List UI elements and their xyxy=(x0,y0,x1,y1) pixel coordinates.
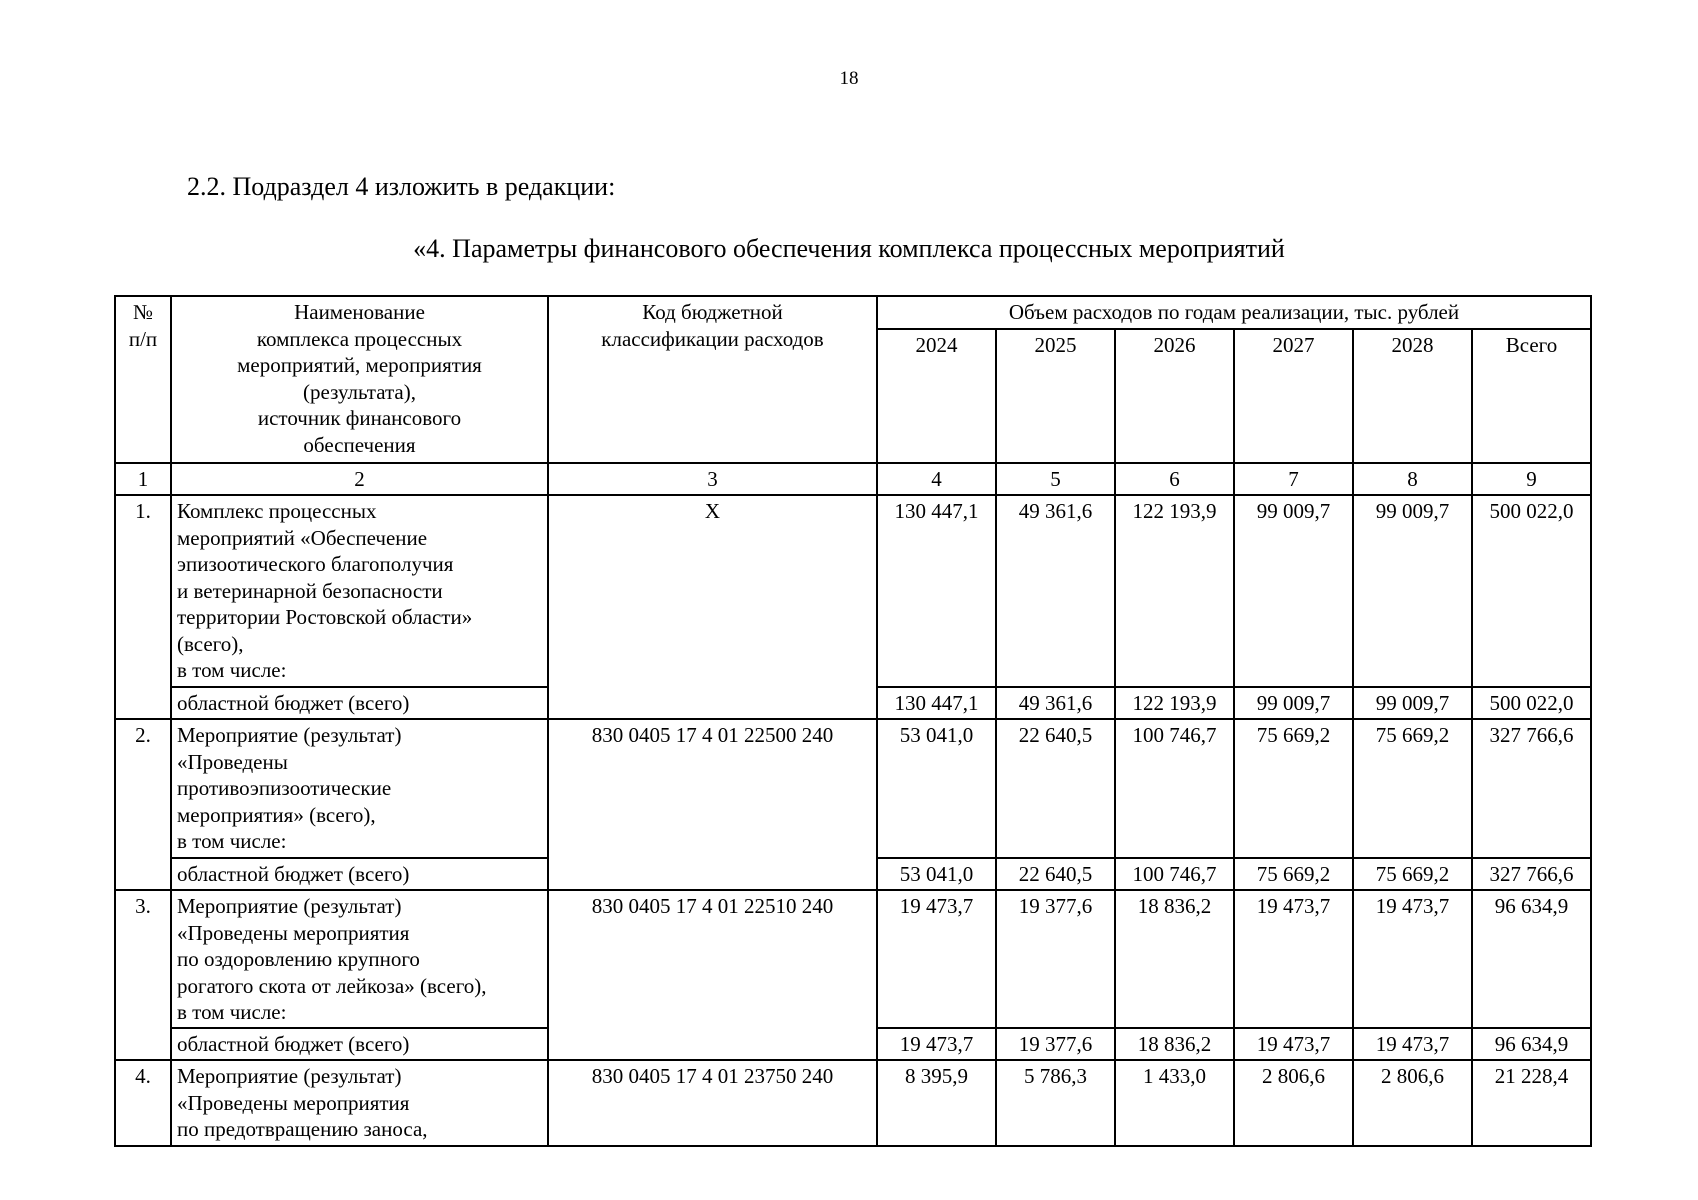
row-value: 2 806,6 xyxy=(1234,1060,1353,1146)
subrow-name: областной бюджет (всего) xyxy=(171,858,548,890)
row-name: Мероприятие (результат) «Проведены противоэпизоотические мероприятия» (всего), в том числе: xyxy=(171,719,548,858)
section-title: «4. Параметры финансового обеспечения комплекса процессных мероприятий xyxy=(413,234,1285,263)
subrow-value: 100 746,7 xyxy=(1115,858,1234,890)
subrow-value-total: 500 022,0 xyxy=(1472,687,1591,719)
row-value: 22 640,5 xyxy=(996,719,1115,858)
row-value: 18 836,2 xyxy=(1115,890,1234,1028)
row-value-total: 327 766,6 xyxy=(1472,719,1591,858)
subrow-value: 75 669,2 xyxy=(1234,858,1353,890)
row-value-total: 500 022,0 xyxy=(1472,495,1591,687)
row-value: 19 473,7 xyxy=(877,890,996,1028)
header-year: 2025 xyxy=(996,329,1115,463)
table-row xyxy=(115,890,1591,1028)
row-number: 3. xyxy=(115,890,171,1060)
row-value: 19 473,7 xyxy=(1234,890,1353,1028)
column-number: 3 xyxy=(548,463,877,495)
subrow-value: 99 009,7 xyxy=(1353,687,1472,719)
row-code: 830 0405 17 4 01 22510 240 xyxy=(548,890,877,1060)
subrow-name: областной бюджет (всего) xyxy=(171,1028,548,1060)
subrow-value: 130 447,1 xyxy=(877,687,996,719)
row-value: 5 786,3 xyxy=(996,1060,1115,1146)
subrow-value-total: 327 766,6 xyxy=(1472,858,1591,890)
header-year: 2027 xyxy=(1234,329,1353,463)
subrow-value: 53 041,0 xyxy=(877,858,996,890)
row-value-total: 21 228,4 xyxy=(1472,1060,1591,1146)
header-year-total: Всего xyxy=(1472,329,1591,463)
intro-text: 2.2. Подраздел 4 изложить в редакции: xyxy=(187,172,616,201)
financing-table xyxy=(114,295,1592,1147)
column-number-row xyxy=(115,463,1591,495)
row-name: Мероприятие (результат) «Проведены мероприятия по предотвращению заноса, xyxy=(171,1060,548,1146)
row-number: 2. xyxy=(115,719,171,890)
row-value: 75 669,2 xyxy=(1353,719,1472,858)
row-value: 122 193,9 xyxy=(1115,495,1234,687)
subrow-value: 49 361,6 xyxy=(996,687,1115,719)
column-number: 5 xyxy=(996,463,1115,495)
column-number: 7 xyxy=(1234,463,1353,495)
row-value: 19 377,6 xyxy=(996,890,1115,1028)
header-num: № п/п xyxy=(115,296,171,463)
column-number: 4 xyxy=(877,463,996,495)
row-value: 99 009,7 xyxy=(1353,495,1472,687)
row-value: 2 806,6 xyxy=(1353,1060,1472,1146)
subrow-value: 75 669,2 xyxy=(1353,858,1472,890)
table-row xyxy=(115,719,1591,858)
row-value: 130 447,1 xyxy=(877,495,996,687)
row-value: 1 433,0 xyxy=(1115,1060,1234,1146)
subrow-value: 99 009,7 xyxy=(1234,687,1353,719)
table-row xyxy=(115,495,1591,687)
row-name: Мероприятие (результат) «Проведены мероприятия по оздоровлению крупного рогатого скота от лейкоза» (всего), в том числе: xyxy=(171,890,548,1028)
row-value: 75 669,2 xyxy=(1234,719,1353,858)
row-value: 100 746,7 xyxy=(1115,719,1234,858)
column-number: 9 xyxy=(1472,463,1591,495)
header-code: Код бюджетной классификации расходов xyxy=(548,296,877,463)
header-row xyxy=(115,296,1591,329)
subrow-value: 22 640,5 xyxy=(996,858,1115,890)
row-code: 830 0405 17 4 01 23750 240 xyxy=(548,1060,877,1146)
row-name: Комплекс процессных мероприятий «Обеспечение эпизоотического благополучия и ветеринарной безопасности территории Ростовской области» (всего), в том числе: xyxy=(171,495,548,687)
subrow-value: 18 836,2 xyxy=(1115,1028,1234,1060)
row-number: 1. xyxy=(115,495,171,719)
subrow-value: 19 473,7 xyxy=(1234,1028,1353,1060)
row-value: 53 041,0 xyxy=(877,719,996,858)
page-number: 18 xyxy=(839,68,859,89)
row-code: Х xyxy=(548,495,877,719)
subrow-value-total: 96 634,9 xyxy=(1472,1028,1591,1060)
header-name: Наименование комплекса процессных мероприятий, мероприятия (результата), источник финансового обеспечения xyxy=(171,296,548,463)
header-year: 2028 xyxy=(1353,329,1472,463)
row-value: 8 395,9 xyxy=(877,1060,996,1146)
header-volume: Объем расходов по годам реализации, тыс. рублей xyxy=(877,296,1591,329)
row-value-total: 96 634,9 xyxy=(1472,890,1591,1028)
column-number: 8 xyxy=(1353,463,1472,495)
row-number: 4. xyxy=(115,1060,171,1146)
header-year: 2024 xyxy=(877,329,996,463)
row-value: 49 361,6 xyxy=(996,495,1115,687)
table-row xyxy=(115,1060,1591,1146)
subrow-value: 122 193,9 xyxy=(1115,687,1234,719)
header-year: 2026 xyxy=(1115,329,1234,463)
subrow-value: 19 377,6 xyxy=(996,1028,1115,1060)
subrow-value: 19 473,7 xyxy=(877,1028,996,1060)
column-number: 2 xyxy=(171,463,548,495)
row-value: 99 009,7 xyxy=(1234,495,1353,687)
row-value: 19 473,7 xyxy=(1353,890,1472,1028)
subrow-name: областной бюджет (всего) xyxy=(171,687,548,719)
column-number: 1 xyxy=(115,463,171,495)
column-number: 6 xyxy=(1115,463,1234,495)
subrow-value: 19 473,7 xyxy=(1353,1028,1472,1060)
row-code: 830 0405 17 4 01 22500 240 xyxy=(548,719,877,890)
